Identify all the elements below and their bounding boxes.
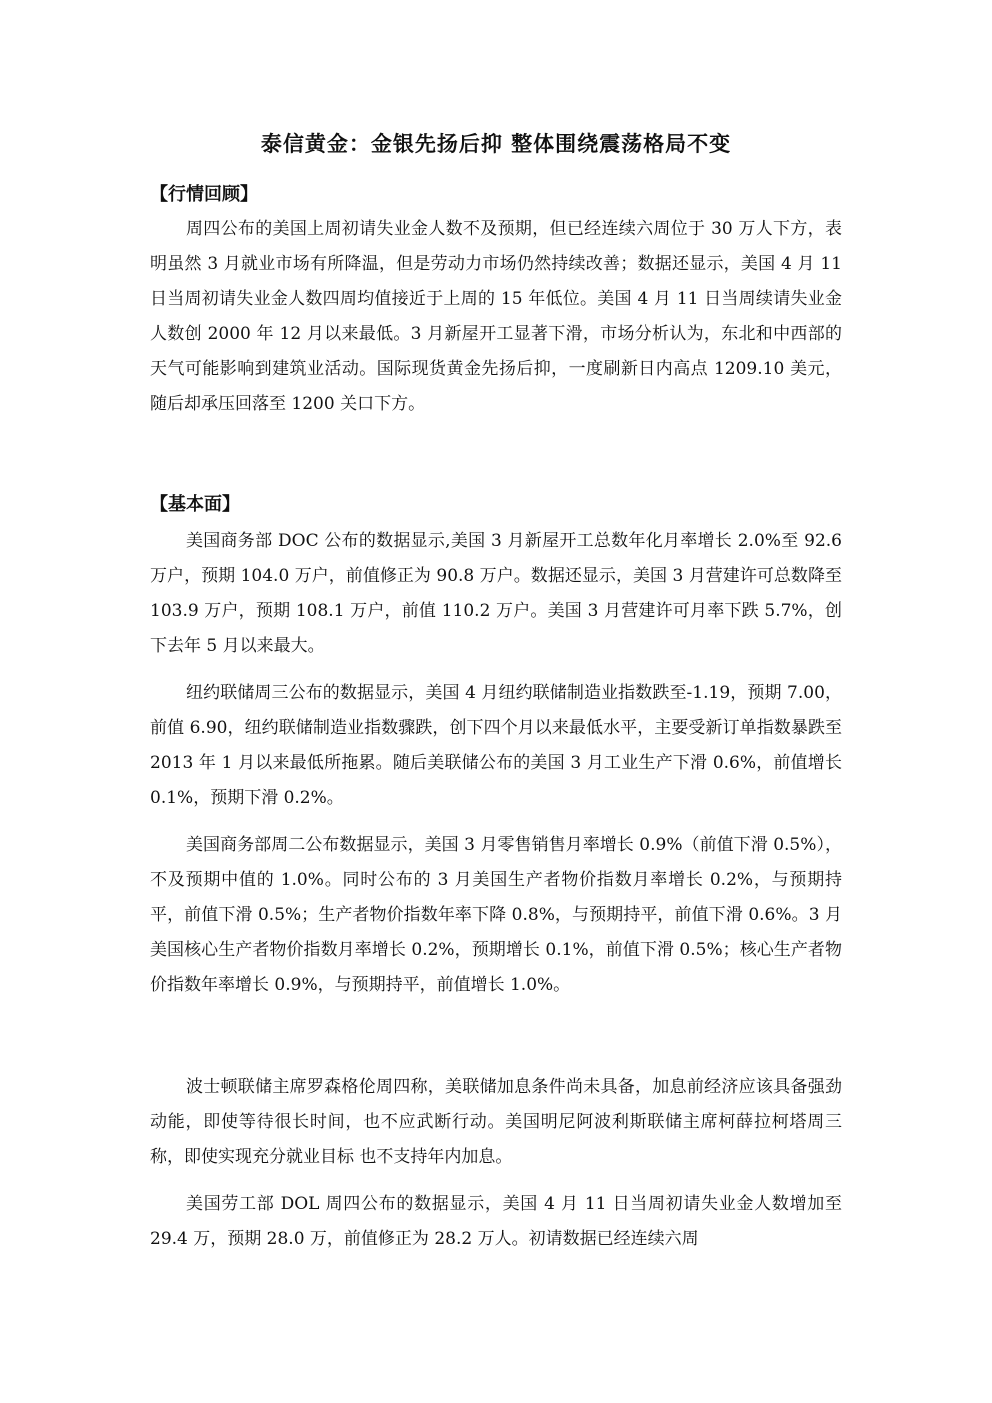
paragraph: 纽约联储周三公布的数据显示，美国 4 月纽约联储制造业指数跌至-1.19，预期 7.00，前值 6.90，纽约联储制造业指数骤跌，创下四个月以来最低水平，主要受新订单指数暴跌至 2013 年 1 月以来最低所拖累。随后美联储公布的美国 3 月工业生产下滑 0.6%，前值增长 0.1%，预期下滑 0.2%。 <box>150 683 842 808</box>
section-heading-market-review: 【行情回顾】 <box>150 184 258 205</box>
paragraph: 周四公布的美国上周初请失业金人数不及预期，但已经连续六周位于 30 万人下方，表明虽然 3 月就业市场有所降温，但是劳动力市场仍然持续改善；数据还显示，美国 4 月 11 日当周初请失业金人数四周均值接近于上周的 15 年低位。美国 4 月 11 日当周续请失业金人数创 2000 年 12 月以来最低。3 月新屋开工显著下滑，市场分析认为，东北和中西部的天气可能影响到建筑业活动。国际现货黄金先扬后抑，一度刷新日内高点 1209.10 美元，随后却承压回落至 1200 关口下方。 <box>150 219 842 414</box>
paragraph: 美国商务部周二公布数据显示，美国 3 月零售销售月率增长 0.9%（前值下滑 0.5%），不及预期中值的 1.0%。同时公布的 3 月美国生产者物价指数月率增长 0.2%，与预期持平，前值下滑 0.5%；生产者物价指数年率下降 0.8%，与预期持平，前值下滑 0.6%。3 月美国核心生产者物价指数月率增长 0.2%，预期增长 0.1%，前值下滑 0.5%；核心生产者物价指数年率增长 0.9%，与预期持平，前值增长 1.0%。 <box>150 835 842 995</box>
paragraph: 波士顿联储主席罗森格伦周四称，美联储加息条件尚未具备，加息前经济应该具备强劲动能，即使等待很长时间，也不应武断行动。美国明尼阿波利斯联储主席柯薛拉柯塔周三称，即使实现充分就业目标 也不支持年内加息。 <box>150 1077 842 1167</box>
section-heading-fundamentals: 【基本面】 <box>150 494 240 515</box>
document-title: 泰信黄金：金银先扬后抑 整体围绕震荡格局不变 <box>260 132 732 156</box>
paragraph: 美国商务部 DOC 公布的数据显示,美国 3 月新屋开工总数年化月率增长 2.0%至 92.6 万户，预期 104.0 万户，前值修正为 90.8 万户。数据还显示，美国 3 月营建许可总数降至 103.9 万户，预期 108.1 万户，前值 110.2 万户。美国 3 月营建许可月率下跌 5.7%，创下去年 5 月以来最大。 <box>150 531 842 656</box>
paragraph: 美国劳工部 DOL 周四公布的数据显示，美国 4 月 11 日当周初请失业金人数增加至 29.4 万，预期 28.0 万，前值修正为 28.2 万人。初请数据已经连续六周 <box>150 1194 842 1249</box>
